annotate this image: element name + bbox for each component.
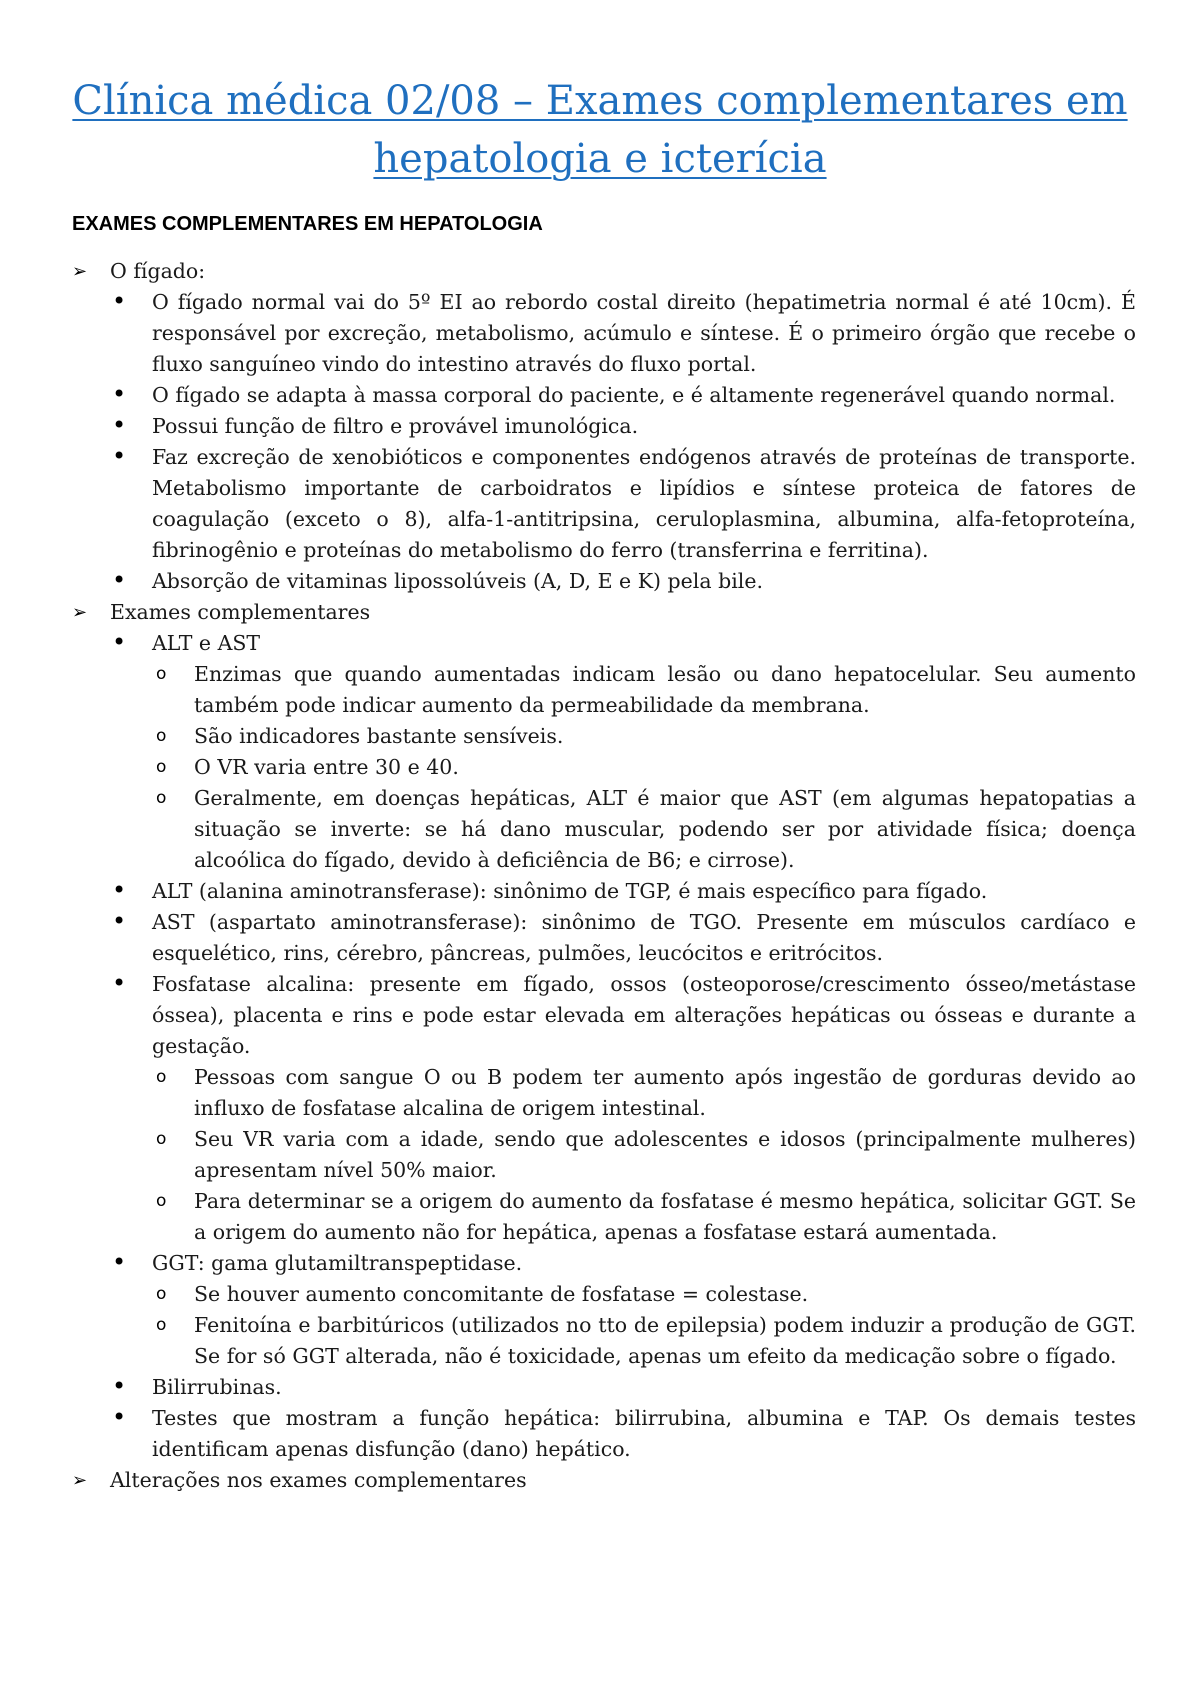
circle-bullet-icon: o bbox=[156, 726, 167, 746]
list-item-text: Se houver aumento concomitante de fosfatase = colestase. bbox=[194, 1282, 809, 1306]
list-item-text: Seu VR varia com a idade, sendo que adolescentes e idosos (principalmente mulheres) apresentam nível 50% maior. bbox=[194, 1127, 1136, 1182]
list-item-text: O fígado: bbox=[110, 259, 206, 283]
circle-bullet-icon: o bbox=[156, 1191, 167, 1211]
circle-bullet-icon: o bbox=[156, 1067, 167, 1087]
list-item-level-2 bbox=[72, 566, 1136, 597]
circle-bullet-icon: o bbox=[156, 1315, 167, 1335]
list-item-level-2 bbox=[72, 1248, 1136, 1279]
list-item-level-1 bbox=[72, 1465, 1136, 1496]
list-item-text: Possui função de filtro e provável imunológica. bbox=[152, 414, 639, 438]
dot-bullet-icon: • bbox=[112, 907, 127, 935]
list-item-level-2 bbox=[72, 380, 1136, 411]
list-item-level-3 bbox=[72, 721, 1136, 752]
list-item-text: Testes que mostram a função hepática: bilirrubina, albumina e TAP. Os demais testes identificam apenas disfunção (dano) hepático. bbox=[152, 1406, 1136, 1461]
list-item-text: AST (aspartato aminotransferase): sinônimo de TGO. Presente em músculos cardíaco e esquelético, rins, cérebro, pâncreas, pulmões, leucócitos e eritrócitos. bbox=[152, 910, 1136, 965]
circle-bullet-icon: o bbox=[156, 788, 167, 808]
dot-bullet-icon: • bbox=[112, 1248, 127, 1276]
section-heading: EXAMES COMPLEMENTARES EM HEPATOLOGIA bbox=[72, 213, 543, 235]
list-item-level-2 bbox=[72, 1372, 1136, 1403]
list-item-level-3 bbox=[72, 1062, 1136, 1124]
list-item-text: Absorção de vitaminas lipossolúveis (A, D, E e K) pela bile. bbox=[152, 569, 763, 593]
list-item-text: O VR varia entre 30 e 40. bbox=[194, 755, 459, 779]
list-item-text: Geralmente, em doenças hepáticas, ALT é maior que AST (em algumas hepatopatias a situação se inverte: se há dano muscular, podendo ser por atividade física; doença alcoólica do fígado, devido à deficiência de B6; e cirrose). bbox=[194, 786, 1136, 872]
list-item-level-3 bbox=[72, 1310, 1136, 1372]
list-item-level-3 bbox=[72, 1124, 1136, 1186]
list-item-level-1 bbox=[72, 597, 1136, 628]
dot-bullet-icon: • bbox=[112, 566, 127, 594]
list-item-text: Bilirrubinas. bbox=[152, 1375, 282, 1399]
list-item-level-3 bbox=[72, 659, 1136, 721]
dot-bullet-icon: • bbox=[112, 442, 127, 470]
list-item-text: Fenitoína e barbitúricos (utilizados no tto de epilepsia) podem induzir a produção de GGT. Se for só GGT alterada, não é toxicidade, apenas um efeito da medicação sobre o fígado. bbox=[194, 1313, 1136, 1368]
arrow-bullet-icon: ➢ bbox=[72, 261, 88, 282]
dot-bullet-icon: • bbox=[112, 969, 127, 997]
list-item-text: Pessoas com sangue O ou B podem ter aumento após ingestão de gorduras devido ao influxo de fosfatase alcalina de origem intestinal. bbox=[194, 1065, 1136, 1120]
list-item-text: Exames complementares bbox=[110, 600, 371, 624]
list-item-level-2 bbox=[72, 442, 1136, 566]
list-item-level-3 bbox=[72, 1186, 1136, 1248]
list-item-level-2 bbox=[72, 287, 1136, 380]
circle-bullet-icon: o bbox=[156, 1129, 167, 1149]
list-item-text: Enzimas que quando aumentadas indicam lesão ou dano hepatocelular. Seu aumento também pode indicar aumento da permeabilidade da membrana. bbox=[194, 662, 1136, 717]
circle-bullet-icon: o bbox=[156, 757, 167, 777]
dot-bullet-icon: • bbox=[112, 1403, 127, 1431]
dot-bullet-icon: • bbox=[112, 876, 127, 904]
dot-bullet-icon: • bbox=[112, 380, 127, 408]
dot-bullet-icon: • bbox=[112, 628, 127, 656]
page-title: Clínica médica 02/08 – Exames complementares em hepatologia e icterícia bbox=[72, 78, 1128, 182]
list-item-text: Para determinar se a origem do aumento da fosfatase é mesmo hepática, solicitar GGT. Se a origem do aumento não for hepática, apenas a fosfatase estará aumentada. bbox=[194, 1189, 1136, 1244]
list-item-level-3 bbox=[72, 752, 1136, 783]
list-item-level-1 bbox=[72, 256, 1136, 287]
list-item-level-2 bbox=[72, 907, 1136, 969]
list-item-text: ALT e AST bbox=[152, 631, 261, 655]
list-item-text: GGT: gama glutamiltranspeptidase. bbox=[152, 1251, 523, 1275]
list-item-level-2 bbox=[72, 876, 1136, 907]
list-item-text: São indicadores bastante sensíveis. bbox=[194, 724, 564, 748]
bullet-list bbox=[72, 256, 1136, 1496]
list-item-text: O fígado se adapta à massa corporal do paciente, e é altamente regenerável quando normal. bbox=[152, 383, 1116, 407]
list-item-text: ALT (alanina aminotransferase): sinônimo de TGP, é mais específico para fígado. bbox=[152, 879, 988, 903]
list-item-level-3 bbox=[72, 783, 1136, 876]
list-item-level-2 bbox=[72, 969, 1136, 1062]
list-item-level-3 bbox=[72, 1279, 1136, 1310]
list-item-text: Alterações nos exames complementares bbox=[110, 1468, 527, 1492]
list-item-level-2 bbox=[72, 1403, 1136, 1465]
dot-bullet-icon: • bbox=[112, 287, 127, 315]
list-item-level-2 bbox=[72, 411, 1136, 442]
dot-bullet-icon: • bbox=[112, 411, 127, 439]
arrow-bullet-icon: ➢ bbox=[72, 602, 88, 623]
circle-bullet-icon: o bbox=[156, 1284, 167, 1304]
circle-bullet-icon: o bbox=[156, 664, 167, 684]
list-item-level-2 bbox=[72, 628, 1136, 659]
arrow-bullet-icon: ➢ bbox=[72, 1470, 88, 1491]
list-item-text: Faz excreção de xenobióticos e componentes endógenos através de proteínas de transporte. Metabolismo importante de carboidratos e lipídios e síntese proteica de fatores de coagulação (exceto o 8), alfa-1-antitripsina, ceruloplasmina, albumina, alfa-fetoproteína, fibrinogênio e proteínas do metabolismo do ferro (transferrina e ferritina). bbox=[152, 445, 1136, 562]
list-item-text: O fígado normal vai do 5º EI ao rebordo costal direito (hepatimetria normal é até 10cm). É responsável por excreção, metabolismo, acúmulo e síntese. É o primeiro órgão que recebe o fluxo sanguíneo vindo do intestino através do fluxo portal. bbox=[152, 290, 1136, 376]
list-item-text: Fosfatase alcalina: presente em fígado, ossos (osteoporose/crescimento ósseo/metástase óssea), placenta e rins e pode estar elevada em alterações hepáticas ou ósseas e durante a gestação. bbox=[152, 972, 1136, 1058]
dot-bullet-icon: • bbox=[112, 1372, 127, 1400]
